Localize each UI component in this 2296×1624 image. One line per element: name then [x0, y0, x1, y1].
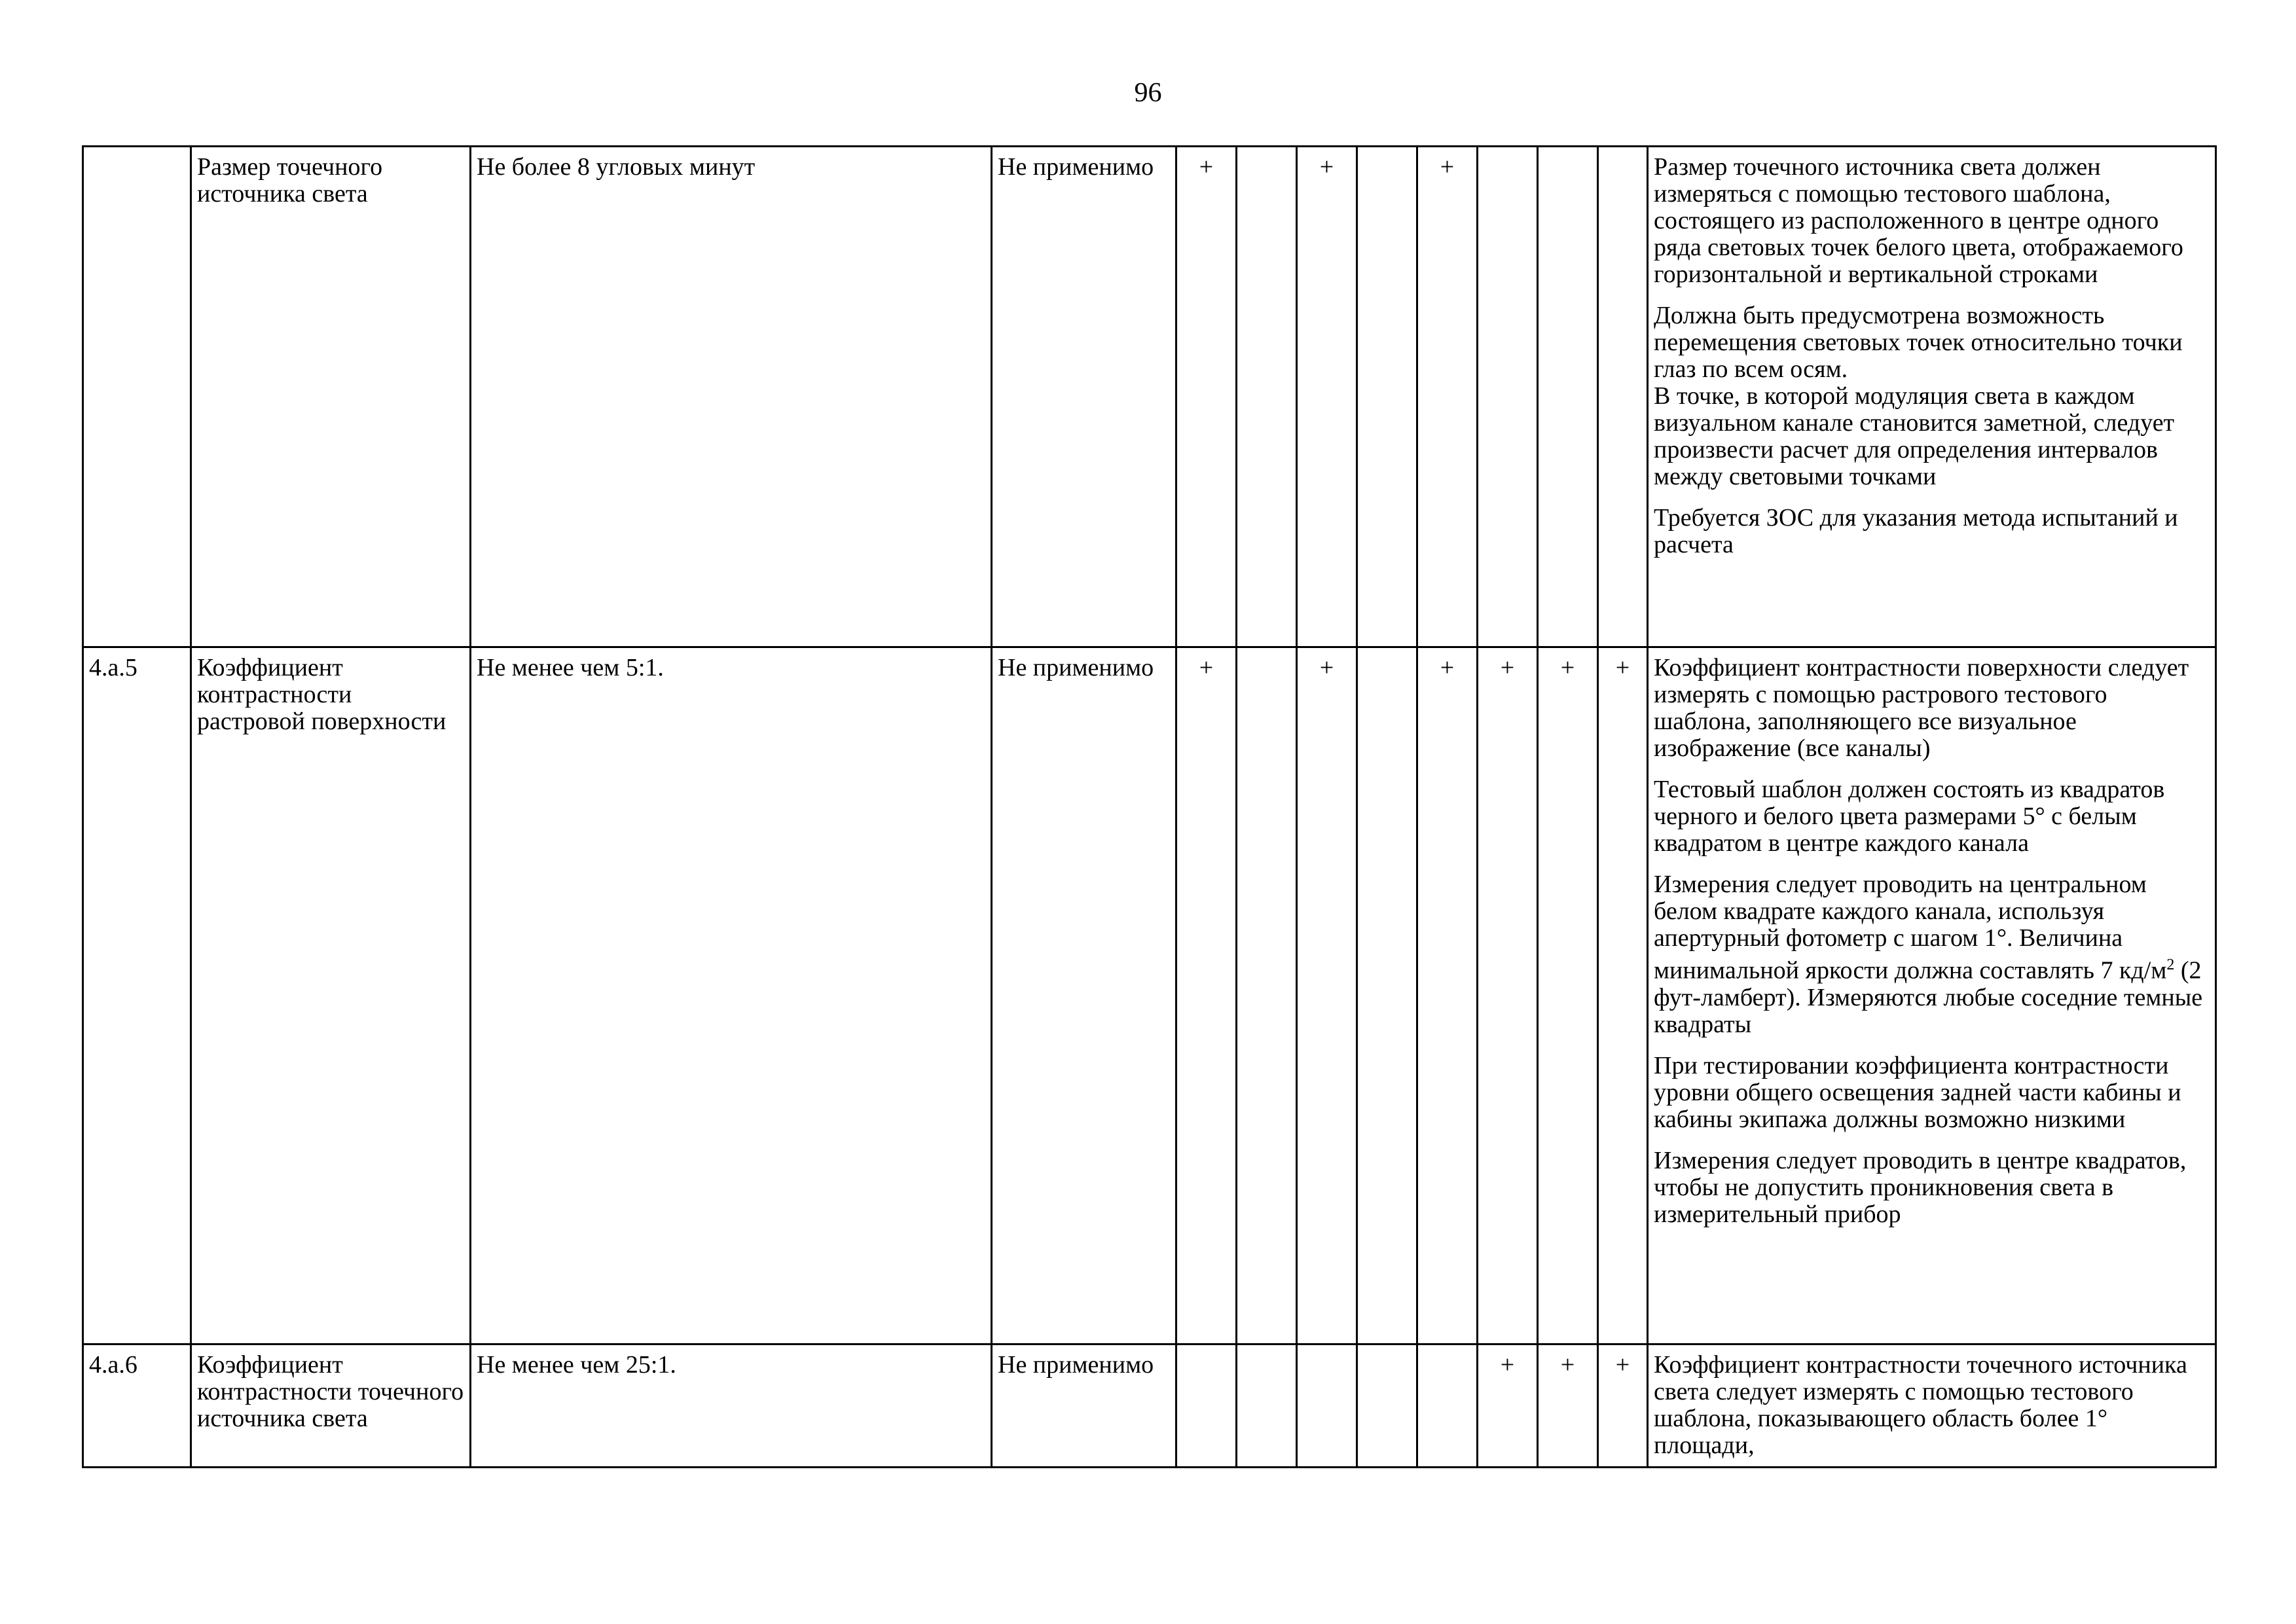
note-paragraph: В точке, в которой модуляция света в каждом визуальном канале становится заметной, следует произвести расчет для определения интервалов между световыми точками: [1654, 382, 2175, 490]
level-mark: +: [1297, 647, 1357, 1344]
note-paragraph: Размер точечного источника света должен измеряться с помощью тестового шаблона, состоящего из расположенного в центре одного ряда световых точек белого цвета, отображаемого горизонтальной и вертикальной строками: [1654, 153, 2183, 288]
level-mark: [1417, 1344, 1478, 1468]
level-mark: [1297, 1344, 1357, 1468]
item-number: 4.a.6: [83, 1344, 191, 1468]
requirement-value: Не менее чем 25:1.: [471, 1344, 992, 1468]
level-mark: [1357, 1344, 1417, 1468]
requirement-value: Не менее чем 5:1.: [471, 647, 992, 1344]
note-paragraph: Измерения следует проводить на центральном белом квадрате каждого канала, используя апертурный фотометр с шагом 1°. Величина минимальной яркости должна составлять 7 $кд/м^2$ (2 фут-ламберт). Измеряются любые соседние темные квадраты: [1654, 871, 2203, 1038]
level-mark: +: [1176, 147, 1237, 647]
level-mark: [1237, 647, 1297, 1344]
note-paragraph: Тестовый шаблон должен состоять из квадратов черного и белого цвета размерами 5° с белым квадратом в центре каждого канала: [1654, 776, 2165, 857]
table-row: [83, 1344, 2216, 1468]
level-mark: +: [1417, 647, 1478, 1344]
applicability: Не применимо: [992, 647, 1176, 1344]
level-mark: [1237, 147, 1297, 647]
level-mark: [1478, 147, 1538, 647]
note-paragraph: Измерения следует проводить в центре квадратов, чтобы не допустить проникновения света в измерительный прибор: [1654, 1146, 2187, 1228]
note-paragraph: При тестировании коэффициента контрастности уровни общего освещения задней части кабины и кабины экипажа должны возможно низкими: [1654, 1051, 2181, 1133]
level-mark: +: [1538, 1344, 1598, 1468]
note-paragraph: Должна быть предусмотрена возможность перемещения световых точек относительно точки глаз по всем осям.: [1654, 302, 2183, 383]
level-mark: [1538, 147, 1598, 647]
table-row: [83, 147, 2216, 647]
test-notes: [1648, 147, 2216, 647]
requirements-table: [82, 145, 2217, 1468]
item-number: [83, 147, 191, 647]
level-mark: [1357, 647, 1417, 1344]
requirement-value: Не более 8 угловых минут: [471, 147, 992, 647]
test-notes: [1648, 1344, 2216, 1468]
level-mark: +: [1538, 647, 1598, 1344]
parameter-name: Коэффициент контрастности растровой поверхности: [191, 647, 471, 1344]
level-mark: +: [1478, 1344, 1538, 1468]
level-mark: +: [1478, 647, 1538, 1344]
parameter-name: Размер точечного источника света: [191, 147, 471, 647]
level-mark: +: [1598, 1344, 1648, 1468]
applicability: Не применимо: [992, 1344, 1176, 1468]
level-mark: [1598, 147, 1648, 647]
applicability: Не применимо: [992, 147, 1176, 647]
level-mark: +: [1417, 147, 1478, 647]
level-mark: [1357, 147, 1417, 647]
level-mark: +: [1176, 647, 1237, 1344]
note-paragraph: Требуется ЗОС для указания метода испытаний и расчета: [1654, 504, 2178, 558]
page-number: 96: [1134, 78, 1162, 108]
parameter-name: Коэффициент контрастности точечного источника света: [191, 1344, 471, 1468]
level-mark: +: [1297, 147, 1357, 647]
table-row: [83, 647, 2216, 1344]
level-mark: [1176, 1344, 1237, 1468]
level-mark: [1237, 1344, 1297, 1468]
note-paragraph: Коэффициент контрастности поверхности следует измерять с помощью растрового тестового шаблона, заполняющего все визуальное изображение (все каналы): [1654, 654, 2189, 762]
item-number: 4.a.5: [83, 647, 191, 1344]
note-paragraph: Коэффициент контрастности точечного источника света следует измерять с помощью тестового шаблона, показывающего область более 1° площади,: [1654, 1351, 2187, 1459]
level-mark: +: [1598, 647, 1648, 1344]
test-notes: [1648, 647, 2216, 1344]
